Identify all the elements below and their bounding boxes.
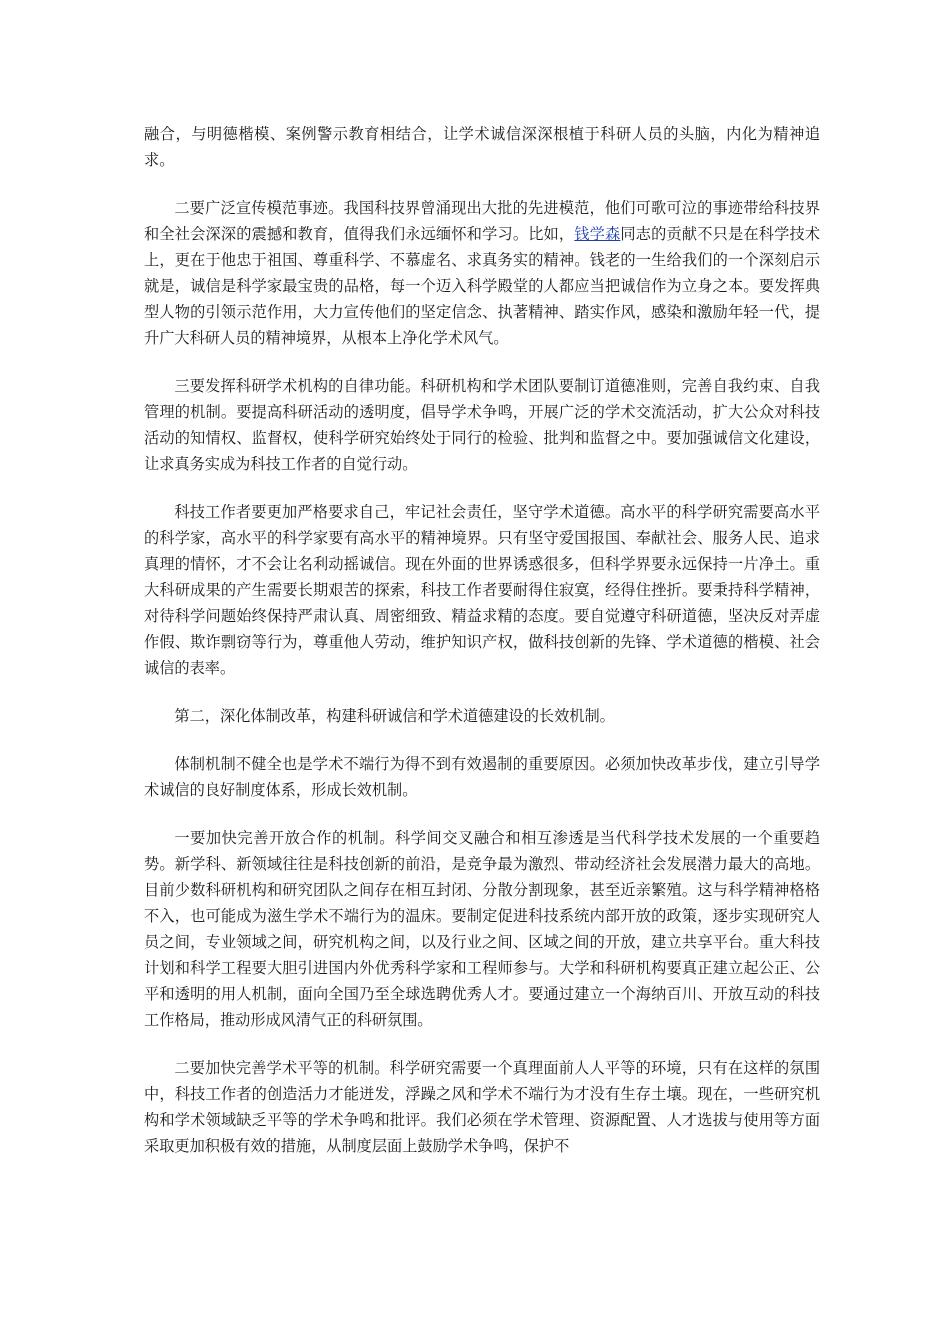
section-heading-second: 第二，深化体制改革，构建科研诚信和学术道德建设的长效机制。 bbox=[174, 707, 615, 725]
paragraph-7: 一要加快完善开放合作的机制。科学间交叉融合和相互渗透是当代科学技术发展的一个重要趋势。新学科、新领域往往是科技创新的前沿，是竞争最为激烈、带动经济社会发展潜力最大的高地。目前少数科研机构和研究团队之间存在相互封闭、分散分割现象，甚至近亲繁殖。这与科学精神格格不入，也可能成为滋生学术不端行为的温床。要制定促进科技系统内部开放的政策，逐步实现研究人员之间，专业领域之间，研究机构之间，以及行业之间、区域之间的开放，建立共享平台。重大科技计划和科学工程要大胆引进国内外优秀科学家和工程师参与。大学和科研机构要真正建立起公正、公平和透明的用人机制，面向全国乃至全球选聘优秀人才。要通过建立一个海纳百川、开放互动的科技工作格局，推动形成风清气正的科研氛围。 bbox=[144, 829, 820, 1029]
paragraph-8: 二要加快完善学术平等的机制。科学研究需要一个真理面前人人平等的环境，只有在这样的氛围中，科技工作者的创造活力才能迸发，浮躁之风和学术不端行为才没有生存土壤。现在，一些研究机构和学术领域缺乏平等的学术争鸣和批评。我们必须在学术管理、资源配置、人才选拔与使用等方面采取更加积极有效的措施，从制度层面上鼓励学术争鸣，保护不 bbox=[144, 1059, 820, 1155]
document-page bbox=[144, 121, 820, 1181]
paragraph-1: 融合，与明德楷模、案例警示教育相结合，让学术诚信深深根植于科研人员的头脑，内化为精神追求。 bbox=[144, 125, 820, 169]
paragraph-2-text-after: 同志的贡献不只是在科学技术上，更在于他忠于祖国、尊重科学、不慕虚名、求真务实的精神。钱老的一生给我们的一个深刻启示就是，诚信是科学家最宝贵的品格，每一个迈入科学殿堂的人都应当把诚信作为立身之本。要发挥典型人物的引领示范作用，大力宣传他们的坚定信念、执著精神、踏实作风，感染和激励年轻一代，提升广大科研人员的精神境界，从根本上净化学术风气。 bbox=[144, 225, 821, 347]
paragraph-6: 体制机制不健全也是学术不端行为得不到有效遏制的重要原因。必须加快改革步伐，建立引导学术诚信的良好制度体系，形成长效机制。 bbox=[144, 755, 820, 799]
paragraph-2 bbox=[144, 195, 820, 351]
paragraph-3: 三要发挥科研学术机构的自律功能。科研机构和学术团队要制订道德准则，完善自我约束、自我管理的机制。要提高科研活动的透明度，倡导学术争鸣，开展广泛的学术交流活动，扩大公众对科技活动的知情权、监督权，使科学研究始终处于同行的检验、批判和监督之中。要加强诚信文化建设，让求真务实成为科技工作者的自觉行动。 bbox=[144, 377, 820, 473]
qian-xuesen-link[interactable]: 钱学森 bbox=[574, 225, 621, 243]
paragraph-4: 科技工作者要更加严格要求自己，牢记社会责任，坚守学术道德。高水平的科学研究需要高水平的科学家，高水平的科学家要有高水平的精神境界。只有坚守爱国报国、奉献社会、服务人民、追求真理的情怀，才不会让名利动摇诚信。现在外面的世界诱惑很多，但科学界要永远保持一片净土。重大科研成果的产生需要长期艰苦的探索，科技工作者要耐得住寂寞，经得住挫折。要秉持科学精神，对待科学问题始终保持严肃认真、周密细致、精益求精的态度。要自觉遵守科研道德，坚决反对弄虚作假、欺诈剽窃等行为，尊重他人劳动，维护知识产权，做科技创新的先锋、学术道德的楷模、社会诚信的表率。 bbox=[144, 503, 820, 677]
paragraph-2-text-before: 二要广泛宣传模范事迹。我国科技界曾涌现出大批的先进模范，他们可歌可泣的事迹带给科技界和全社会深深的震撼和教育，值得我们永远缅怀和学习。比如， bbox=[144, 199, 820, 243]
